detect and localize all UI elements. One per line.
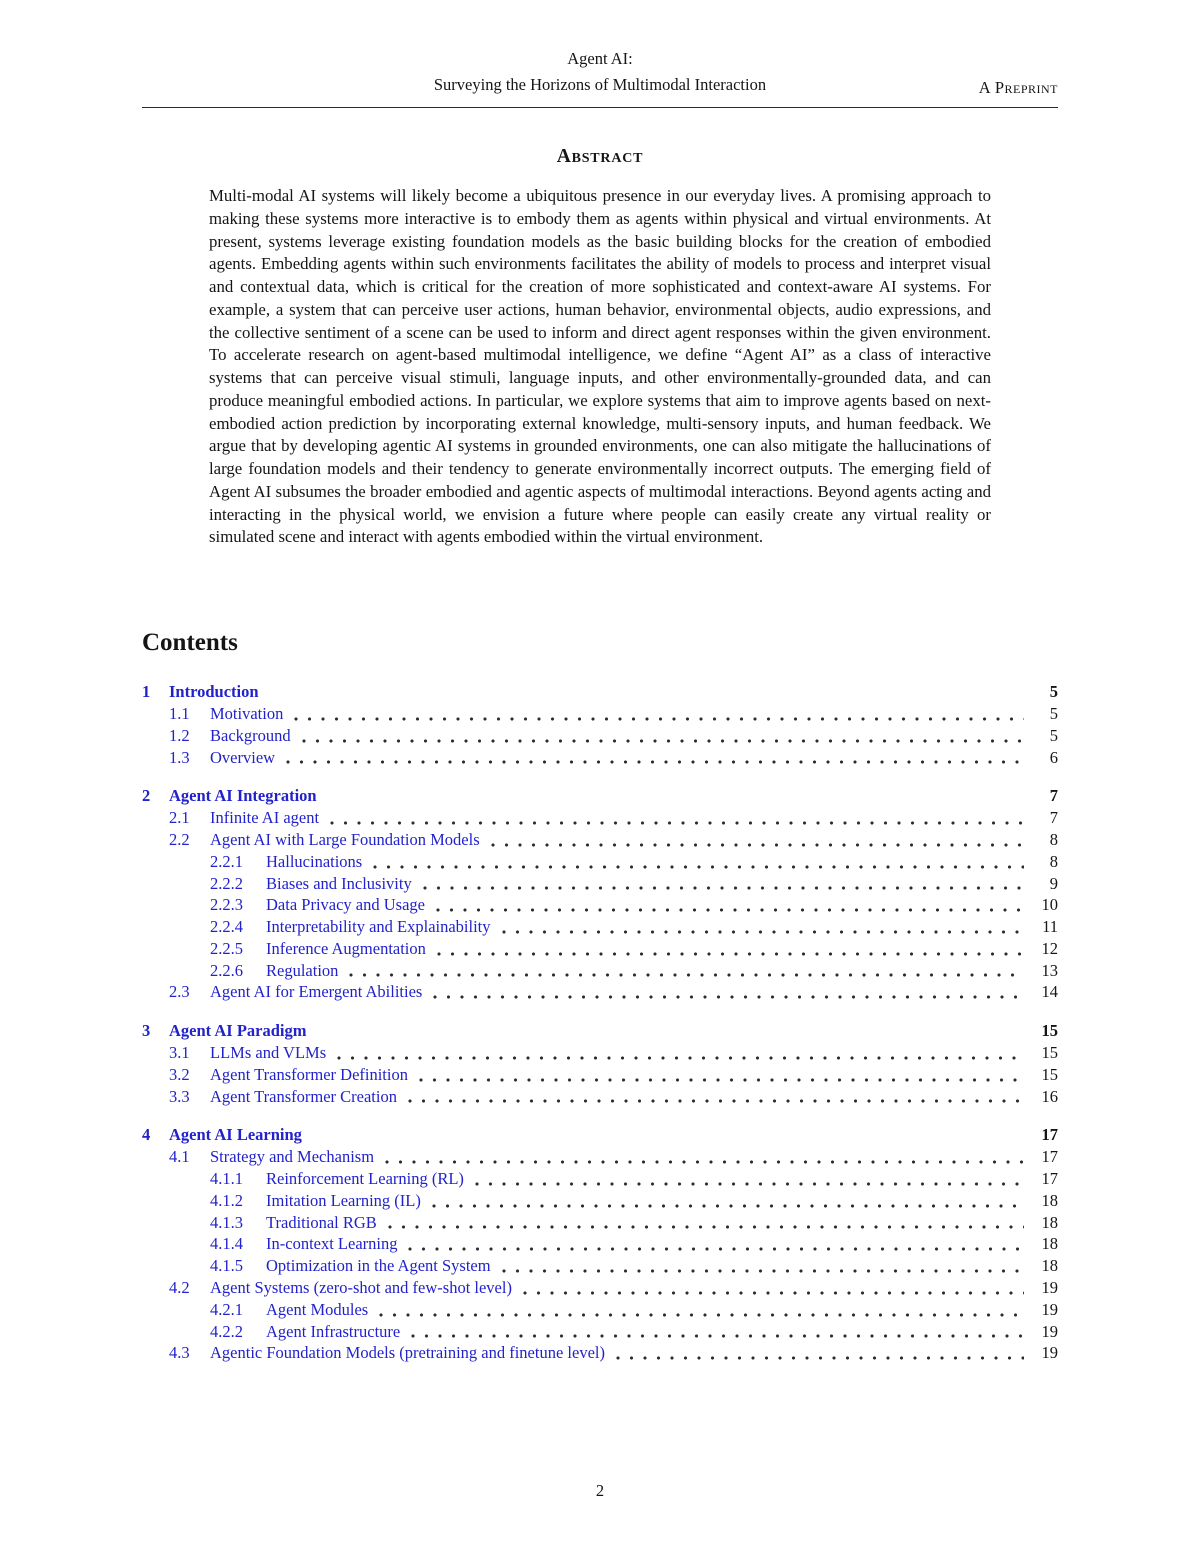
toc-dot-leader <box>419 1078 1024 1082</box>
toc-entry-number: 4.2.1 <box>210 1299 243 1319</box>
toc-entry[interactable] <box>142 1146 1058 1168</box>
toc-entry-page: 11 <box>1042 917 1058 937</box>
toc-dot-leader <box>475 1182 1024 1186</box>
toc-entry-title: Background <box>210 725 291 745</box>
toc-entry[interactable] <box>142 981 1058 1003</box>
toc-entry[interactable] <box>142 1168 1058 1190</box>
toc-dot-leader <box>408 1099 1024 1103</box>
toc-entry-page: 5 <box>1049 725 1058 745</box>
toc-dot-leader <box>330 821 1024 825</box>
toc-entry-number: 2.2.3 <box>210 895 243 915</box>
toc-entry-title: Data Privacy and Usage <box>266 895 425 915</box>
toc-entry-title: Hallucinations <box>266 851 363 871</box>
toc-dot-leader <box>437 952 1024 956</box>
toc-entry-title: Agent Systems (zero-shot and few-shot level) <box>210 1278 512 1298</box>
toc-entry[interactable] <box>142 960 1058 982</box>
toc-entry-page: 15 <box>1041 1021 1058 1041</box>
toc-entry-title: Agentic Foundation Models (pretraining and finetune level) <box>210 1343 605 1363</box>
toc-entry-number: 2.2.5 <box>210 938 243 958</box>
toc-entry-number: 2.2.4 <box>210 917 243 937</box>
toc-entry[interactable] <box>142 829 1058 851</box>
toc-entry-title: Reinforcement Learning (RL) <box>266 1169 464 1189</box>
toc-entry-title: Biases and Inclusivity <box>266 873 412 893</box>
toc-entry-page: 16 <box>1041 1086 1058 1106</box>
toc-entry-number: 4.2 <box>169 1278 190 1298</box>
toc-entry-number: 2.3 <box>169 982 190 1002</box>
toc-entry-page: 6 <box>1049 747 1058 767</box>
toc-entry[interactable] <box>142 1321 1058 1343</box>
toc-entry[interactable] <box>142 1299 1058 1321</box>
toc-entry-title: Agent AI Paradigm <box>169 1021 307 1041</box>
toc-entry-title: Optimization in the Agent System <box>266 1256 491 1276</box>
toc-dot-leader <box>379 1313 1024 1317</box>
toc-entry-page: 17 <box>1041 1125 1058 1145</box>
toc-entry-title: Traditional RGB <box>266 1212 377 1232</box>
toc-entry[interactable] <box>142 681 1058 703</box>
toc-entry-title: Inference Augmentation <box>266 938 426 958</box>
toc-dot-leader <box>436 908 1024 912</box>
toc-entry[interactable] <box>142 1020 1058 1042</box>
toc-dot-leader <box>373 865 1024 869</box>
toc-entry-title: LLMs and VLMs <box>210 1043 327 1063</box>
toc-entry-page: 19 <box>1041 1299 1058 1319</box>
toc-entry[interactable] <box>142 916 1058 938</box>
preprint-label: A Preprint <box>978 78 1058 98</box>
toc-entry-title: Motivation <box>210 703 284 723</box>
toc-entry-title: Interpretability and Explainability <box>266 917 491 937</box>
running-title-line2: Surveying the Horizons of Multimodal Interaction <box>433 75 767 95</box>
toc-entry-page: 17 <box>1041 1169 1058 1189</box>
toc-dot-leader <box>423 886 1024 890</box>
toc-dot-leader <box>502 1269 1024 1273</box>
toc-entry-title: In-context Learning <box>266 1234 398 1254</box>
toc-entry-title: Agent Transformer Creation <box>210 1086 397 1106</box>
page-number: 2 <box>595 1481 605 1500</box>
toc-dot-leader <box>349 973 1024 977</box>
toc-dot-leader <box>302 739 1024 743</box>
toc-entry[interactable] <box>142 938 1058 960</box>
toc-dot-leader <box>388 1225 1024 1229</box>
toc-entry-page: 8 <box>1049 851 1058 871</box>
toc-entry-number: 2.2 <box>169 829 190 849</box>
toc-entry-number: 3.3 <box>169 1086 190 1106</box>
toc-entry-title: Imitation Learning (IL) <box>266 1190 421 1210</box>
toc-entry-page: 19 <box>1041 1343 1058 1363</box>
toc-dot-leader <box>433 995 1024 999</box>
toc-entry[interactable] <box>142 785 1058 807</box>
toc-entry[interactable] <box>142 1124 1058 1146</box>
toc-dot-leader <box>328 799 1024 803</box>
running-header <box>142 46 1058 108</box>
toc-entry-page: 18 <box>1041 1256 1058 1276</box>
toc-entry-number: 3 <box>142 1021 151 1041</box>
toc-entry[interactable] <box>142 1086 1058 1108</box>
toc-entry-number: 4.2.2 <box>210 1321 243 1341</box>
toc-entry-title: Agent Modules <box>266 1299 369 1319</box>
toc-entry-title: Introduction <box>169 682 259 702</box>
toc-entry-page: 7 <box>1049 786 1058 806</box>
toc-dot-leader <box>313 1138 1024 1142</box>
contents-heading: Contents <box>142 629 238 657</box>
toc-entry-page: 15 <box>1041 1064 1058 1084</box>
toc-entry[interactable] <box>142 1042 1058 1064</box>
toc-entry-number: 4.1 <box>169 1147 190 1167</box>
toc-entry-title: Regulation <box>266 960 339 980</box>
toc-dot-leader <box>523 1291 1024 1295</box>
toc-entry[interactable] <box>142 1190 1058 1212</box>
toc-dot-leader <box>616 1356 1024 1360</box>
toc-entry-title: Agent AI for Emergent Abilities <box>210 982 423 1002</box>
toc-entry-page: 19 <box>1041 1321 1058 1341</box>
toc-entry-page: 12 <box>1041 938 1058 958</box>
toc-entry-number: 3.1 <box>169 1043 190 1063</box>
toc-entry[interactable] <box>142 873 1058 895</box>
toc-list <box>142 681 1058 1364</box>
toc-entry[interactable] <box>142 747 1058 769</box>
abstract-heading: Abstract <box>556 146 644 168</box>
toc-entry-title: Agent AI Integration <box>169 786 317 806</box>
toc-entry[interactable] <box>142 1342 1058 1364</box>
toc-dot-leader <box>432 1204 1024 1208</box>
toc-dot-leader <box>294 717 1024 721</box>
toc-entry[interactable] <box>142 1064 1058 1086</box>
toc-entry-number: 1.1 <box>169 703 190 723</box>
toc-entry-number: 4.3 <box>169 1343 190 1363</box>
toc-entry-number: 2.2.2 <box>210 873 243 893</box>
toc-dot-leader <box>385 1160 1024 1164</box>
toc-entry[interactable] <box>142 703 1058 725</box>
toc-entry-page: 18 <box>1041 1212 1058 1232</box>
toc-entry-title: Agent Transformer Definition <box>210 1064 408 1084</box>
toc-entry-number: 2 <box>142 786 151 806</box>
toc-entry-page: 18 <box>1041 1190 1058 1210</box>
toc-entry-page: 15 <box>1041 1043 1058 1063</box>
toc-dot-leader <box>318 1034 1025 1038</box>
toc-entry-page: 7 <box>1049 808 1058 828</box>
toc-entry-number: 3.2 <box>169 1064 190 1084</box>
toc-entry[interactable] <box>142 807 1058 829</box>
running-title <box>142 46 1058 98</box>
toc-entry[interactable] <box>142 1233 1058 1255</box>
running-title-line1: Agent AI: <box>567 49 633 68</box>
toc-dot-leader <box>502 930 1024 934</box>
toc-entry[interactable] <box>142 1212 1058 1234</box>
toc-entry-number: 4.1.5 <box>210 1256 243 1276</box>
toc-entry-page: 13 <box>1041 960 1058 980</box>
toc-dot-leader <box>270 695 1024 699</box>
toc-entry-title: Strategy and Mechanism <box>210 1147 375 1167</box>
toc-entry-page: 19 <box>1041 1278 1058 1298</box>
toc-entry-number: 4.1.1 <box>210 1169 243 1189</box>
toc-entry-page: 5 <box>1049 682 1058 702</box>
toc-entry-page: 14 <box>1041 982 1058 1002</box>
toc-entry-number: 2.1 <box>169 808 190 828</box>
toc-entry[interactable] <box>142 1255 1058 1277</box>
toc-entry[interactable] <box>142 725 1058 747</box>
toc-entry-title: Overview <box>210 747 276 767</box>
toc-entry-title: Infinite AI agent <box>210 808 320 828</box>
toc-entry-title: Agent AI Learning <box>169 1125 302 1145</box>
toc-dot-leader <box>286 760 1024 764</box>
toc-entry-number: 1.2 <box>169 725 190 745</box>
toc-dot-leader <box>491 843 1024 847</box>
toc-dot-leader <box>337 1056 1024 1060</box>
toc-entry-title: Agent AI with Large Foundation Models <box>210 829 480 849</box>
toc-entry-page: 17 <box>1041 1147 1058 1167</box>
toc-entry-page: 10 <box>1041 895 1058 915</box>
toc-entry[interactable] <box>142 1277 1058 1299</box>
toc-entry[interactable] <box>142 894 1058 916</box>
toc-entry-number: 4.1.4 <box>210 1234 243 1254</box>
toc-entry-number: 4.1.2 <box>210 1190 243 1210</box>
toc-dot-leader <box>408 1247 1024 1251</box>
toc-entry-number: 4.1.3 <box>210 1212 243 1232</box>
toc-entry-title: Agent Infrastructure <box>266 1321 401 1341</box>
toc-entry-page: 5 <box>1049 703 1058 723</box>
toc-entry-number: 2.2.6 <box>210 960 243 980</box>
toc-dot-leader <box>411 1334 1024 1338</box>
toc-entry-page: 18 <box>1041 1234 1058 1254</box>
toc-entry-page: 8 <box>1049 829 1058 849</box>
toc-entry-number: 1.3 <box>169 747 190 767</box>
toc-entry-number: 2.2.1 <box>210 851 243 871</box>
abstract-text: Multi-modal AI systems will likely become a ubiquitous presence in our everyday lives. A promising approach to making these systems more interactive is to embody them as agents within physical and virtual environments. At present, systems leverage existing foundation models as the basic building blocks for the creation of embodied agents. Embedding agents within such environments facilitates the ability of models to process and interpret visual and contextual data, which is critical for the creation of more sophisticated and context-aware AI systems. For example, a system that can perceive user actions, human behavior, environmental objects, audio expressions, and the collective sentiment of a scene can be used to inform and direct agent responses within the given environment. To accelerate research on agent-based multimodal intelligence, we define “Agent AI” as a class of interactive systems that can perceive visual stimuli, language inputs, and other environmentally-grounded data, and can produce meaningful embodied actions. In particular, we explore systems that aim to improve agents based on next-embodied action prediction by incorporating external knowledge, multi-sensory inputs, and human feedback. We argue that by developing agentic AI systems in grounded environments, one can also mitigate the hallucinations of large foundation models and their tendency to generate environmentally incorrect outputs. The emerging field of Agent AI subsumes the broader embodied and agentic aspects of multimodal interactions. Beyond agents acting and interacting in the physical world, we envision a future where people can easily create any virtual reality or simulated scene and interact with agents embodied within the virtual environment. <box>209 186 991 547</box>
toc-entry-number: 4 <box>142 1125 151 1145</box>
toc-entry-number: 1 <box>142 682 151 702</box>
toc-entry[interactable] <box>142 851 1058 873</box>
toc-entry-page: 9 <box>1049 873 1058 893</box>
